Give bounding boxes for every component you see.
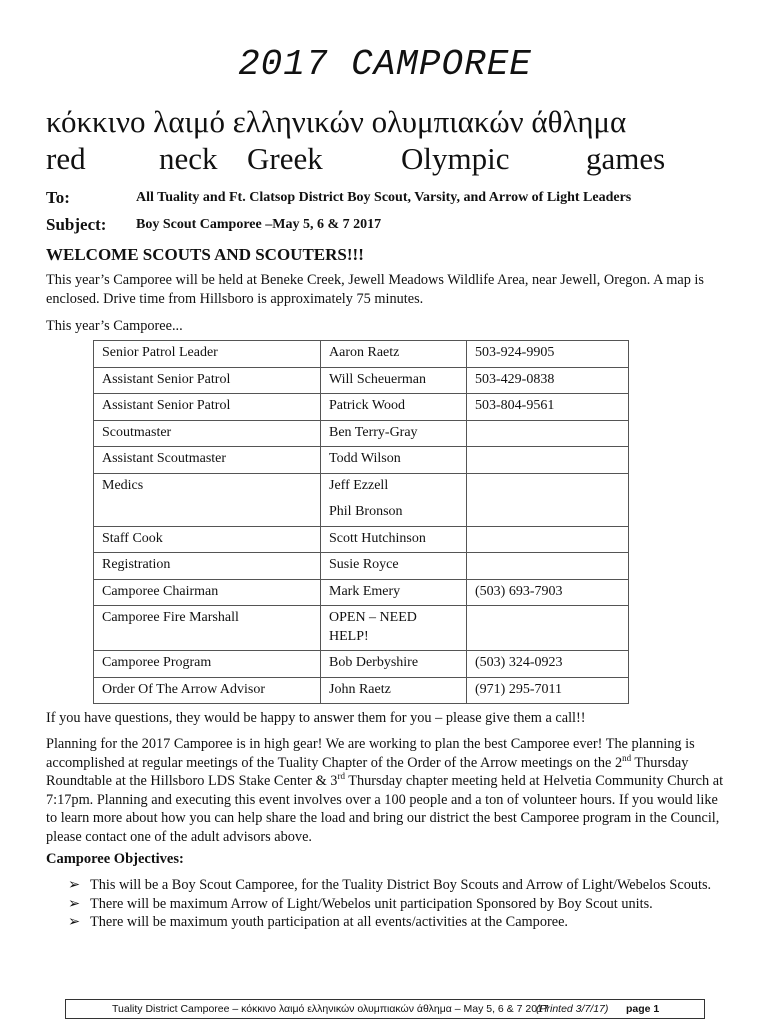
role-cell: Senior Patrol Leader	[94, 341, 321, 368]
name-line: Phil Bronson	[329, 504, 403, 519]
greek-subtitle: κόκκινο λαιμό ελληνικών ολυμπιακών άθλημα	[46, 104, 627, 139]
planning-text: Thursday chapter meeting held at Helvetia Community Church at 7:17pm. Planning and executing this event involves over a 100 people and a ton of volunteer hours. If you would like to learn more about how you can help share the load and bring our district the best Camporee program in the Council, please contact one of the adult advisors above.	[46, 773, 724, 845]
name-cell: John Raetz	[321, 677, 467, 704]
footer-page-number: page 1	[626, 1003, 660, 1015]
phone-cell: 503-429-0838	[467, 367, 629, 394]
name-line: Jeff Ezzell	[329, 477, 389, 493]
table-row	[94, 553, 629, 580]
name-cell: Mark Emery	[321, 579, 467, 606]
arrow-bullet-icon: ➢	[68, 895, 80, 912]
objective-text: This will be a Boy Scout Camporee, for the Tuality District Boy Scouts and Arrow of Light/Webelos Scouts.	[90, 877, 712, 893]
name-cell	[321, 606, 467, 651]
role-cell: Assistant Senior Patrol	[94, 367, 321, 394]
role-cell: Registration	[94, 553, 321, 580]
phone-cell	[467, 420, 629, 447]
objectives-list	[68, 876, 718, 932]
to-label: To:	[46, 188, 70, 207]
english-subtitle	[46, 141, 686, 181]
intro-paragraph: This year’s Camporee will be held at Beneke Creek, Jewell Meadows Wildlife Area, near Jewell, Oregon. A map is enclosed. Drive time from Hillsboro is approximately 75 minutes.	[46, 272, 704, 307]
table-row	[94, 677, 629, 704]
phone-cell: (503) 693-7903	[467, 579, 629, 606]
subject-label: Subject:	[46, 215, 107, 234]
table-row	[94, 526, 629, 553]
staff-roster-table	[93, 340, 629, 704]
role-cell: Camporee Program	[94, 651, 321, 678]
name-line: HELP!	[329, 628, 369, 644]
to-row	[46, 188, 746, 210]
planning-text: Thursday Roundtable at the Hillsboro LDS Stake Center & 3	[46, 754, 689, 789]
arrow-bullet-icon: ➢	[68, 877, 80, 893]
phone-cell: 503-804-9561	[467, 394, 629, 421]
objective-text: There will be maximum Arrow of Light/Webelos unit participation Sponsored by Boy Scout units.	[90, 895, 653, 912]
ordinal-suffix: nd	[622, 752, 632, 763]
name-cell: Ben Terry-Gray	[321, 420, 467, 447]
subject-row	[46, 215, 746, 237]
table-row	[94, 447, 629, 474]
table-row	[94, 341, 629, 368]
phone-cell: (971) 295-7011	[467, 677, 629, 704]
objectives-heading: Camporee Objectives:	[46, 851, 184, 867]
list-item	[68, 913, 718, 932]
page-footer	[65, 999, 705, 1019]
role-cell: Assistant Senior Patrol	[94, 394, 321, 421]
phone-cell: 503-924-9905	[467, 341, 629, 368]
role-cell: Scoutmaster	[94, 420, 321, 447]
table-row	[94, 420, 629, 447]
list-item	[68, 895, 718, 914]
table-row	[94, 367, 629, 394]
english-word-red: red	[46, 141, 86, 176]
questions-note: If you have questions, they would be happy to answer them for you – please give them a call!!	[46, 710, 586, 726]
english-word-greek: Greek	[247, 141, 323, 176]
list-item	[68, 876, 718, 895]
name-cell: Todd Wilson	[321, 447, 467, 474]
name-cell: Bob Derbyshire	[321, 651, 467, 678]
ordinal-suffix: rd	[337, 771, 345, 782]
english-word-neck: neck	[159, 141, 218, 176]
name-cell: Patrick Wood	[321, 394, 467, 421]
name-cell	[321, 473, 467, 526]
to-value: All Tuality and Ft. Clatsop District Boy Scout, Varsity, and Arrow of Light Leaders	[136, 190, 632, 205]
arrow-bullet-icon: ➢	[68, 914, 80, 930]
name-cell: Scott Hutchinson	[321, 526, 467, 553]
table-row	[94, 394, 629, 421]
planning-text: Planning for the 2017 Camporee is in high gear! We are working to plan the best Camporee ever! The planning is accomplished at regular meetings of the Tuality Chapter of the Order of the Arrow meetings on the 2	[46, 736, 695, 771]
table-row	[94, 473, 629, 526]
phone-cell	[467, 473, 629, 526]
phone-cell	[467, 526, 629, 553]
planning-paragraph	[46, 735, 726, 846]
name-cell: Will Scheuerman	[321, 367, 467, 394]
intro-lead: This year’s Camporee...	[46, 318, 183, 334]
footer-text: Tuality District Camporee – κόκκινο λαιμό ελληνικών ολυμπιακών άθλημα – May 5, 6 & 7 2017	[112, 1003, 549, 1015]
english-word-olympic: Olympic	[401, 141, 510, 176]
role-cell: Camporee Fire Marshall	[94, 606, 321, 651]
table-row	[94, 579, 629, 606]
role-cell: Order Of The Arrow Advisor	[94, 677, 321, 704]
phone-cell	[467, 447, 629, 474]
objective-text: There will be maximum youth participation at all events/activities at the Camporee.	[90, 914, 569, 930]
phone-cell: (503) 324-0923	[467, 651, 629, 678]
role-cell: Camporee Chairman	[94, 579, 321, 606]
table-row	[94, 651, 629, 678]
phone-cell	[467, 553, 629, 580]
role-cell: Staff Cook	[94, 526, 321, 553]
role-cell: Medics	[94, 473, 321, 526]
name-cell: Aaron Raetz	[321, 341, 467, 368]
welcome-heading: WELCOME SCOUTS AND SCOUTERS!!!	[46, 245, 364, 264]
name-line: OPEN – NEED	[329, 610, 417, 625]
name-cell: Susie Royce	[321, 553, 467, 580]
role-cell: Assistant Scoutmaster	[94, 447, 321, 474]
subject-value: Boy Scout Camporee –May 5, 6 & 7 2017	[136, 217, 382, 232]
document-title: 2017 CAMPOREE	[238, 44, 532, 85]
table-row	[94, 606, 629, 651]
phone-cell	[467, 606, 629, 651]
english-word-games: games	[586, 141, 666, 176]
footer-printed-date: (Printed 3/7/17)	[536, 1003, 609, 1015]
